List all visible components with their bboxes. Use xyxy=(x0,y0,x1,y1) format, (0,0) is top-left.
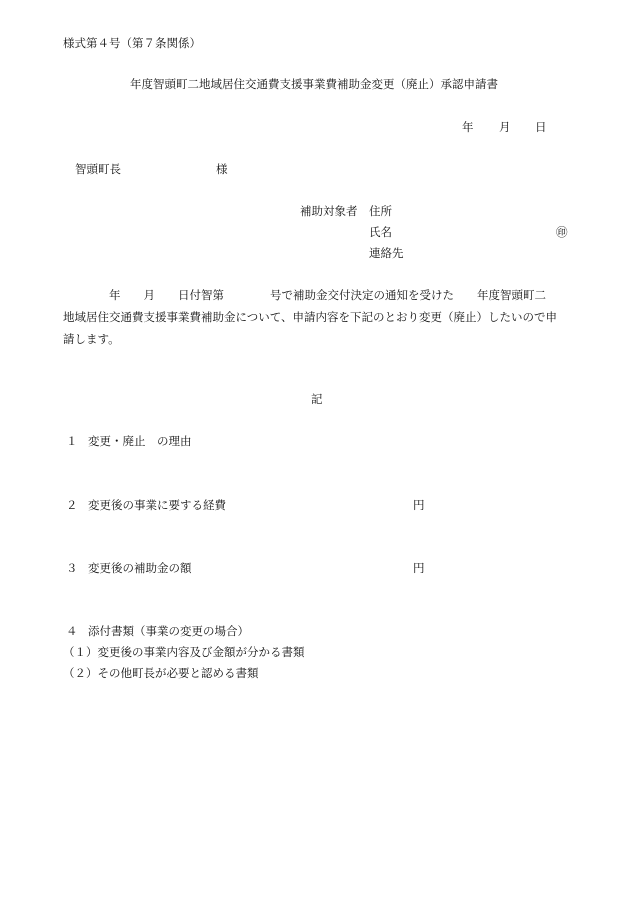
item-label: 変更後の事業に要する経費 xyxy=(88,498,226,512)
applicant-label: 補助対象者 xyxy=(300,204,358,218)
item-label: 添付書類（事業の変更の場合） xyxy=(88,624,249,638)
form-number: 様式第４号（第７条関係） xyxy=(63,36,201,50)
address-label: 住所 xyxy=(369,204,392,218)
item-label: 変更後の補助金の額 xyxy=(88,561,192,575)
attachment-item: （２）その他町長が必要と認める書類 xyxy=(63,666,259,680)
document-title: 年度智頭町二地域居住交通費支援事業費補助金変更（廃止）承認申請書 xyxy=(130,77,498,91)
addressee-name: 智頭町長 xyxy=(75,162,121,176)
item-unit: 円 xyxy=(413,498,425,512)
item-number: ３ xyxy=(66,561,78,575)
body-line: 年 月 日付智第 号で補助金交付決定の通知を受けた 年度智頭町二 xyxy=(63,288,546,302)
date-day-label: 日 xyxy=(535,120,547,134)
addressee-honorific: 様 xyxy=(216,162,228,176)
item-number: １ xyxy=(66,434,78,448)
item-number: ４ xyxy=(66,624,78,638)
body-line: 請します。 xyxy=(63,332,120,346)
seal-mark: ㊞ xyxy=(556,225,568,239)
item-unit: 円 xyxy=(413,561,425,575)
body-paragraph xyxy=(63,284,575,350)
item-number: ２ xyxy=(66,498,78,512)
attachment-item: （１）変更後の事業内容及び金額が分かる書類 xyxy=(63,645,305,659)
contact-label: 連絡先 xyxy=(369,246,404,260)
date-month-label: 月 xyxy=(499,120,511,134)
name-label: 氏名 xyxy=(369,225,392,239)
body-line: 地域居住交通費支援事業費補助金について、申請内容を下記のとおり変更（廃止）したいので申 xyxy=(63,310,558,324)
ki-heading: 記 xyxy=(311,392,323,406)
item-label: 変更・廃止 の理由 xyxy=(88,434,192,448)
date-year-label: 年 xyxy=(462,120,474,134)
